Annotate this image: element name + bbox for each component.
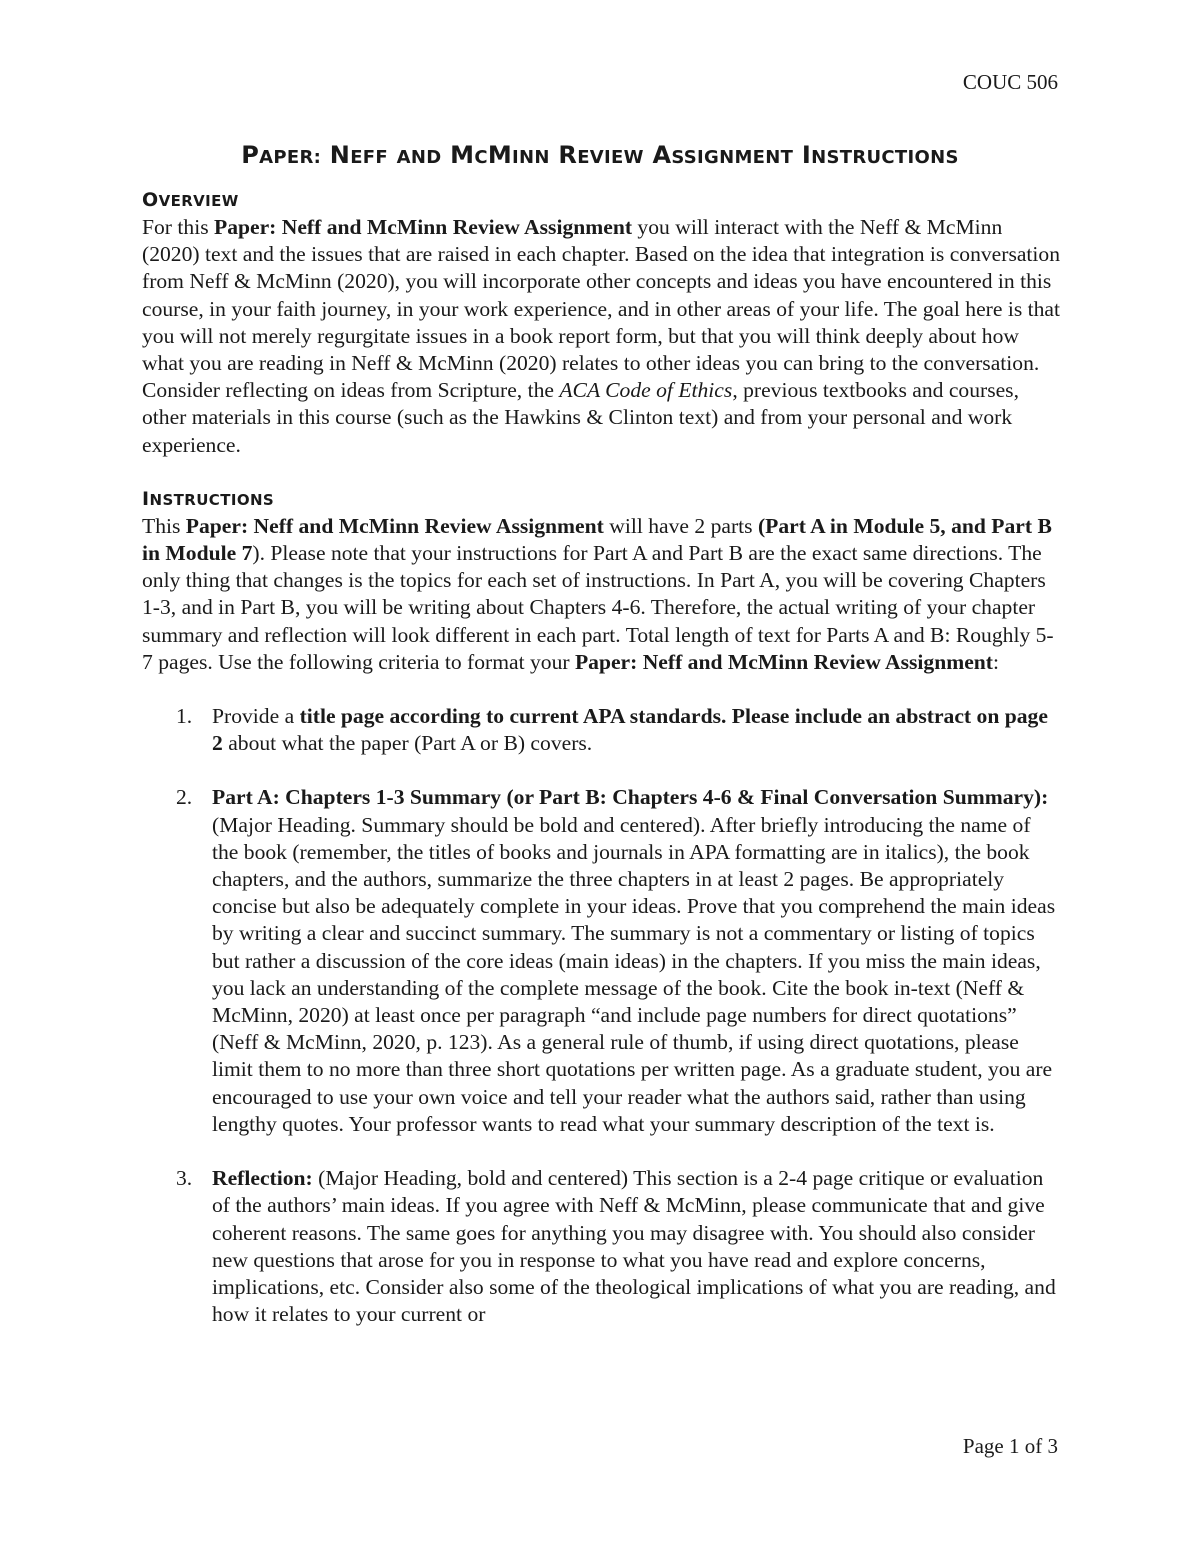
instructions-paragraph: This Paper: Neff and McMinn Review Assignment will have 2 parts (Part A in Module 5, and Part B in Module 7). Please note that your instructions for Part A and Part B are the exact same directions. The only thing that changes is the topics for each set of instructions. In Part A, you will be covering Chapters 1-3, and in Part B, you will be writing about Chapters 4-6. Therefore, the actual writing of your chapter summary and reflection will look different in each part. Total length of text for Parts A and B: Roughly 5-7 pages. Use the following criteria to format your Paper: Neff and McMinn Review Assignment: [142,513,1054,674]
list-number: 2. [176,785,193,810]
title-word: ASSIGNMENT [652,141,794,169]
title-word: AND [396,147,442,168]
list-number: 1. [176,704,193,729]
instructions-heading: INSTRUCTIONS [142,487,275,510]
title-word: REVIEW [558,141,644,169]
list-item: 2. Part A: Chapters 1-3 Summary (or Part B: Chapters 4-6 & Final Conversation Summary): (Major Heading. Summary should be bold and centered). After briefly introducing the name of the book (remember, the titles of books and journals in APA formatting are in italics), the book chapters, and the authors, summarize the three chapters in at least 2 pages. Be appropriately concise but also be adequately complete in your ideas. Prove that you comprehend the main ideas by writing a clear and succinct summary. The summary is not a commentary or listing of topics but rather a discussion of the core ideas (main ideas) in the chapters. If you miss the main ideas, you lack an understanding of the complete message of the book. Cite the book in-text (Neff & McMinn, 2020) at least once per paragraph “and include page numbers for direct quotations” (Neff & McMinn, 2020, p. 123). As a general rule of thumb, if using direct quotations, please limit them to no more than three short quotations per written page. As a graduate student, you are encouraged to use your own voice and tell your reader what the authors said, rather than using lengthy quotes. Your professor wants to read what your summary description of the text is. [176,785,1056,1136]
overview-heading: OVERVIEW [142,189,239,211]
page-number: Page 1 of 3 [962,1434,1058,1458]
criteria-list [142,703,1062,1328]
page-title [0,141,1200,169]
list-number: 3. [176,1166,193,1191]
title-word: INSTRUCTIONS [801,141,959,169]
list-item: 3. Reflection: (Major Heading, bold and centered) This section is a 2-4 page critique or evaluation of the authors’ main ideas. If you agree with Neff & McMinn, please communicate that and give coherent reasons. The same goes for anything you may disagree with. You should also consider new questions that arose for you in response to what you have read and explore concerns, implications, etc. Consider also some of the theological implications of what you are reading, and how it relates to your current or [176,1166,1056,1327]
title-word: NEFF [329,141,388,169]
header-course-code: COUC 506 [962,70,1058,94]
overview-paragraph: For this Paper: Neff and McMinn Review Assignment you will interact with the Neff & McMinn (2020) text and the issues that are raised in each chapter. Based on the idea that integration is conversation from Neff & McMinn (2020), you will incorporate other concepts and ideas you have encountered in this course, in your faith journey, in your work experience, and in other areas of your life. The goal here is that you will not merely regurgitate issues in a book report form, but that you will think deeply about how what you are reading in Neff & McMinn (2020) relates to other ideas you can bring to the conversation. Consider reflecting on ideas from Scripture, the ACA Code of Ethics, previous textbooks and courses, other materials in this course (such as the Hawkins & Clinton text) and from your personal and work experience. [142,215,1061,457]
title-word: MCMINN [450,141,550,169]
list-item: 1. Provide a title page according to current APA standards. Please include an abstract on page 2 about what the paper (Part A or B) covers. [176,704,1048,756]
document-body [142,187,1062,1328]
title-word: PAPER: [241,141,322,169]
